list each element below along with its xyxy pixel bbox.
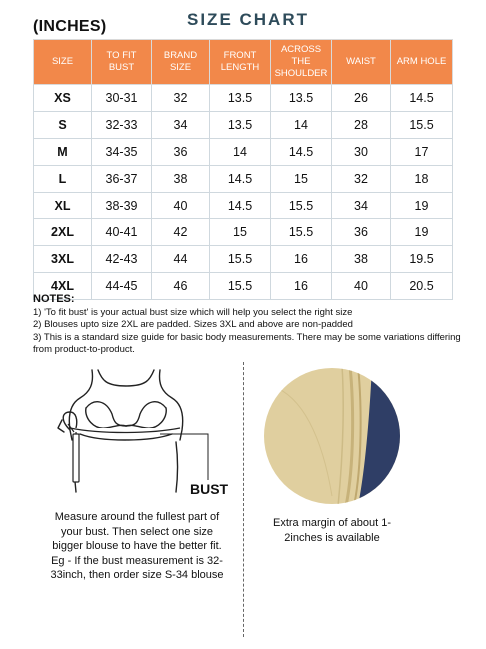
table-row [34, 85, 453, 112]
header-across-shoulder: ACROSS THE SHOULDER [271, 40, 332, 85]
cell-across-shoulder: 15.5 [271, 219, 332, 246]
cell-size: XL [34, 192, 92, 219]
cell-brand-size: 40 [152, 192, 210, 219]
cell-size: XS [34, 85, 92, 112]
cell-size: 2XL [34, 219, 92, 246]
cell-arm-hole: 18 [391, 165, 453, 192]
cell-across-shoulder: 15.5 [271, 192, 332, 219]
cell-front-length: 14 [210, 138, 271, 165]
cell-arm-hole: 20.5 [391, 273, 453, 300]
cell-arm-hole: 17 [391, 138, 453, 165]
header-brand-size: BRAND SIZE [152, 40, 210, 85]
cell-arm-hole: 19.5 [391, 246, 453, 273]
notes-section [33, 293, 463, 357]
cell-front-length: 15 [210, 219, 271, 246]
cell-brand-size: 46 [152, 273, 210, 300]
cell-to-fit-bust: 44-45 [92, 273, 152, 300]
bust-label: BUST [190, 481, 229, 497]
table-row [34, 192, 453, 219]
cell-across-shoulder: 16 [271, 273, 332, 300]
header-front-length: FRONT LENGTH [210, 40, 271, 85]
header-waist: WAIST [332, 40, 391, 85]
bust-measure-illustration [40, 368, 220, 493]
page-title: SIZE CHART [187, 10, 309, 29]
table-row [34, 138, 453, 165]
note-item: 2) Blouses upto size 2XL are padded. Sizes 3XL and above are non-padded [33, 319, 353, 330]
cell-to-fit-bust: 40-41 [92, 219, 152, 246]
cell-arm-hole: 19 [391, 192, 453, 219]
cell-waist: 38 [332, 246, 391, 273]
cell-front-length: 15.5 [210, 246, 271, 273]
cell-front-length: 14.5 [210, 192, 271, 219]
cell-to-fit-bust: 30-31 [92, 85, 152, 112]
cell-waist: 26 [332, 85, 391, 112]
header-arm-hole: ARM HOLE [391, 40, 453, 85]
cell-waist: 28 [332, 111, 391, 138]
cell-waist: 30 [332, 138, 391, 165]
table-row [34, 111, 453, 138]
cell-waist: 34 [332, 192, 391, 219]
cell-size: M [34, 138, 92, 165]
cell-to-fit-bust: 38-39 [92, 192, 152, 219]
cell-front-length: 13.5 [210, 111, 271, 138]
cell-waist: 40 [332, 273, 391, 300]
cell-brand-size: 42 [152, 219, 210, 246]
fabric-margin-photo [262, 366, 402, 506]
table-row [34, 246, 453, 273]
cell-brand-size: 38 [152, 165, 210, 192]
cell-front-length: 14.5 [210, 165, 271, 192]
unit-label: (INCHES) [33, 18, 107, 35]
cell-brand-size: 34 [152, 111, 210, 138]
cell-size: 3XL [34, 246, 92, 273]
cell-size: L [34, 165, 92, 192]
cell-to-fit-bust: 32-33 [92, 111, 152, 138]
cell-across-shoulder: 16 [271, 246, 332, 273]
cell-arm-hole: 19 [391, 219, 453, 246]
cell-arm-hole: 15.5 [391, 111, 453, 138]
cell-brand-size: 32 [152, 85, 210, 112]
cell-waist: 36 [332, 219, 391, 246]
cell-brand-size: 36 [152, 138, 210, 165]
cell-across-shoulder: 13.5 [271, 85, 332, 112]
header-size: SIZE [34, 40, 92, 85]
table-row [34, 219, 453, 246]
notes-heading: NOTES: [33, 293, 75, 305]
dashed-divider [243, 362, 244, 637]
cell-across-shoulder: 14 [271, 111, 332, 138]
cell-front-length: 15.5 [210, 273, 271, 300]
cell-brand-size: 44 [152, 246, 210, 273]
cell-size: S [34, 111, 92, 138]
cell-across-shoulder: 14.5 [271, 138, 332, 165]
margin-note: Extra margin of about 1-2inches is available [272, 517, 391, 544]
size-chart-table [33, 39, 453, 300]
cell-across-shoulder: 15 [271, 165, 332, 192]
cell-waist: 32 [332, 165, 391, 192]
table-header-row [34, 40, 453, 85]
cell-arm-hole: 14.5 [391, 85, 453, 112]
cell-to-fit-bust: 42-43 [92, 246, 152, 273]
cell-front-length: 13.5 [210, 85, 271, 112]
cell-size: 4XL [34, 273, 92, 300]
cell-to-fit-bust: 34-35 [92, 138, 152, 165]
header-to-fit-bust: TO FIT BUST [92, 40, 152, 85]
measure-instructions: Measure around the fullest part of your bust. Then select one size bigger blouse to have the better fit. Eg - If the bust measurement is 32-33inch, then order size S-34 blouse [50, 511, 224, 581]
cell-to-fit-bust: 36-37 [92, 165, 152, 192]
note-item: 3) This is a standard size guide for basic body measurements. There may be some variations differing from product-to-product. [33, 331, 461, 355]
note-item: 1) 'To fit bust' is your actual bust size which will help you select the right size [33, 306, 353, 318]
table-row [34, 165, 453, 192]
